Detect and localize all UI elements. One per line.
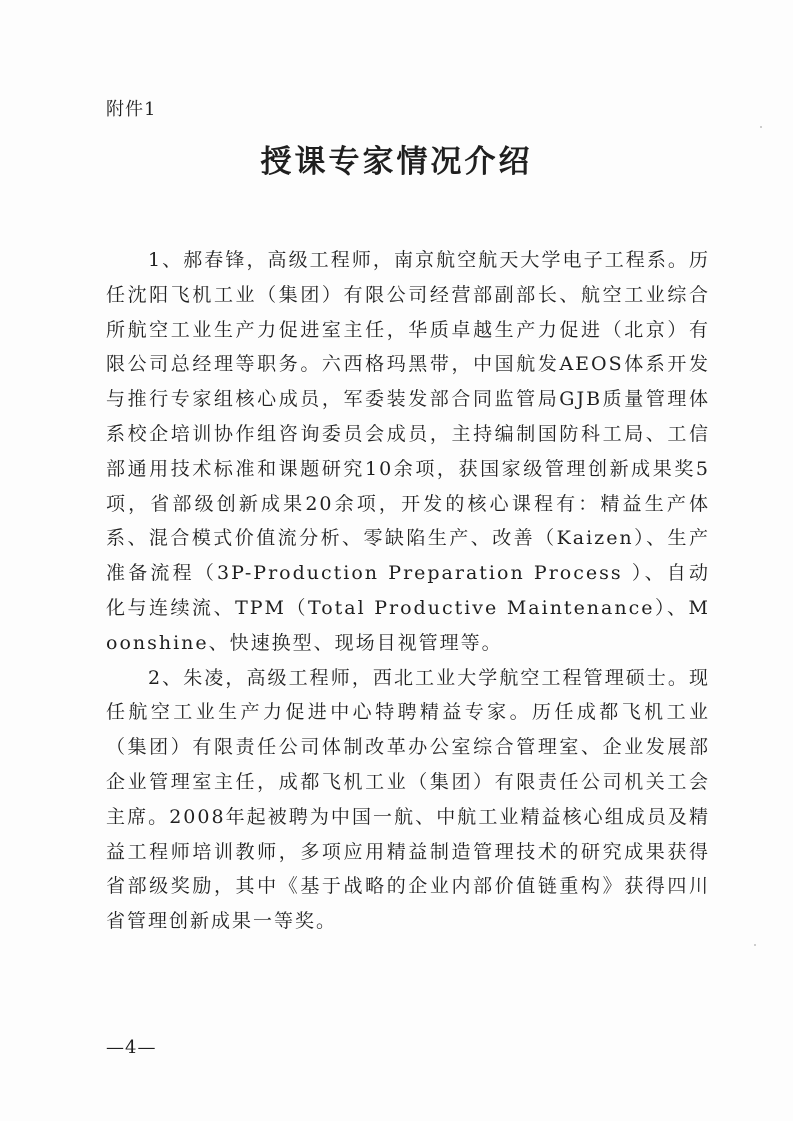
document-title: 授课专家情况介绍 [260, 144, 533, 180]
document-body [106, 243, 710, 939]
expert-paragraph-1: 1、郝春锋，高级工程师，南京航空航天大学电子工程系。历任沈阳飞机工业（集团）有限公司经营部副部长、航空工业综合所航空工业生产力促进室主任，华质卓越生产力促进（北京）有限公司总经理等职务。六西格玛黑带，中国航发AEOS体系开发与推行专家组核心成员，军委装发部合同监管局GJB质量管理体系校企培训协作组咨询委员会成员，主持编制国防科工局、工信部通用技术标准和课题研究10余项，获国家级管理创新成果奖5项，省部级创新成果20余项，开发的核心课程有：精益生产体系、混合模式价值流分析、零缺陷生产、改善（Kaizen）、生产准备流程（3P-Production Preparation Process ）、自动化与连续流、TPM（Total Productive Maintenance）、Moonshine、快速换型、现场目视管理等。 [106, 249, 710, 654]
scan-speck [754, 944, 756, 946]
attachment-label: 附件1 [106, 99, 157, 120]
scan-speck [760, 126, 762, 128]
page-number: —4— [106, 1037, 157, 1058]
expert-paragraph-2: 2、朱凌，高级工程师，西北工业大学航空工程管理硕士。现任航空工业生产力促进中心特聘精益专家。历任成都飞机工业（集团）有限责任公司体制改革办公室综合管理室、企业发展部企业管理室主任，成都飞机工业（集团）有限责任公司机关工会主席。2008年起被聘为中国一航、中航工业精益核心组成员及精益工程师培训教师，多项应用精益制造管理技术的研究成果获得省部级奖励，其中《基于战略的企业内部价值链重构》获得四川省管理创新成果一等奖。 [106, 666, 710, 933]
